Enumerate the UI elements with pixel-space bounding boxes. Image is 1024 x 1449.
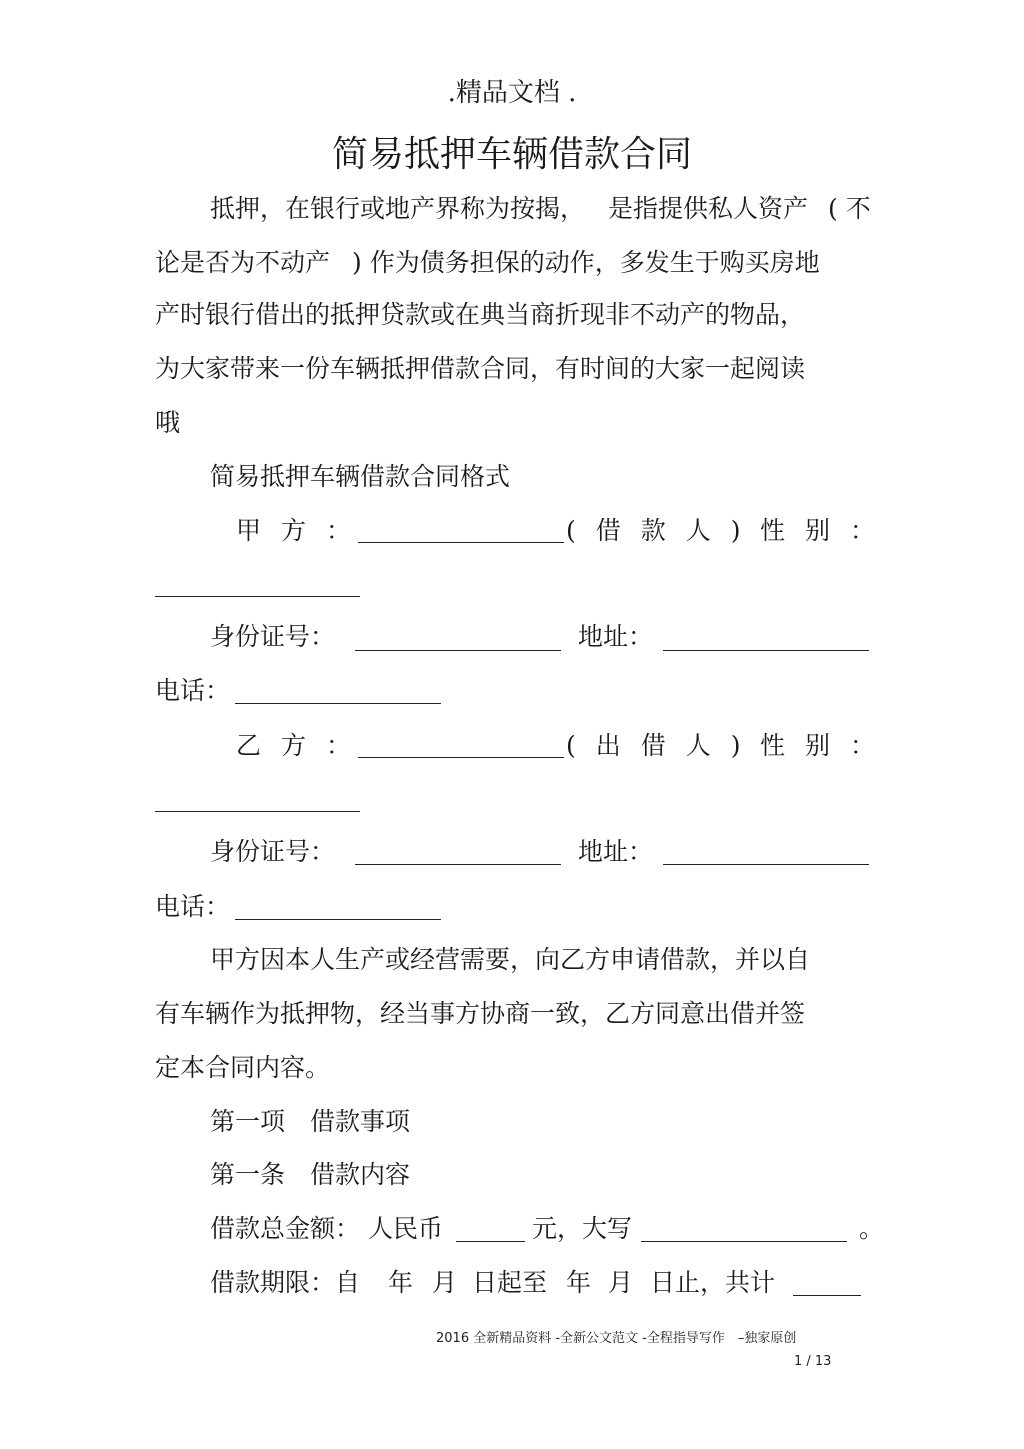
loan-term-year-1: 年	[388, 1268, 414, 1297]
loan-amount-yuan: 元，大写	[532, 1214, 633, 1243]
party-b-id-blank[interactable]	[355, 864, 561, 865]
loan-term-total-blank[interactable]	[793, 1295, 861, 1296]
party-b-id-label: 身份证号：	[210, 837, 336, 866]
loan-term-year-2: 年	[566, 1268, 592, 1297]
loan-term-label: 借款期限：自	[210, 1268, 361, 1297]
loan-amount-rmb: 人民币	[368, 1214, 444, 1243]
party-b-gender-label: 性别：	[760, 731, 896, 760]
party-a-gender-blank[interactable]	[155, 596, 360, 597]
intro-line-4: 为大家带来一份车辆抵押借款合同，有时间的大家一起阅读	[155, 354, 806, 383]
party-a-id-blank[interactable]	[355, 650, 561, 651]
document-title: 简易抵押车辆借款合同	[331, 134, 692, 175]
intro-line-2b: ) 作为债务担保的动作，多发生于购买房地	[352, 248, 820, 277]
intro-line-5: 哦	[155, 408, 181, 437]
party-b-label: 乙方：	[236, 731, 372, 760]
loan-term-month-1: 月	[432, 1268, 458, 1297]
body-line-2: 有车辆作为抵押物，经当事方协商一致，乙方同意出借并签	[155, 999, 806, 1028]
intro-line-1a: 抵押，在银行或地产界称为按揭，	[210, 194, 586, 223]
body-line-1: 甲方因本人生产或经营需要，向乙方申请借款，并以自	[210, 945, 811, 974]
party-b-phone-label: 电话：	[155, 892, 231, 921]
loan-amount-label: 借款总金额：	[210, 1214, 361, 1243]
party-a-id-label: 身份证号：	[210, 622, 336, 651]
intro-line-1b: 是指提供私人资产	[608, 194, 809, 223]
page-header: .精品文档 .	[447, 78, 577, 108]
party-a-label: 甲方：	[236, 516, 372, 545]
loan-term-month-2: 月	[608, 1268, 634, 1297]
party-b-address-label: 地址：	[578, 837, 654, 866]
page-number: 1 / 13	[794, 1354, 832, 1369]
loan-term-day-2: 日止，共计	[650, 1268, 776, 1297]
party-a-role: (借款人)	[566, 516, 761, 545]
page-footer-text: 2016 全新精品资料 -全新公文范文 -全程指导写作 –独家原创	[436, 1331, 797, 1346]
loan-amount-blank[interactable]	[456, 1241, 525, 1242]
party-a-name-blank[interactable]	[358, 542, 564, 543]
party-a-address-label: 地址：	[578, 622, 654, 651]
loan-term-day-1: 日起至	[472, 1268, 548, 1297]
intro-line-2a: 论是否为不动产	[155, 248, 331, 277]
party-b-gender-blank[interactable]	[155, 811, 360, 812]
format-heading: 简易抵押车辆借款合同格式	[210, 462, 511, 491]
party-b-phone-blank[interactable]	[235, 919, 441, 920]
section-item-heading: 第一项 借款事项	[210, 1107, 411, 1136]
loan-amount-period: 。	[834, 1214, 885, 1243]
party-b-role: (出借人)	[566, 731, 761, 760]
party-a-address-blank[interactable]	[663, 650, 869, 651]
loan-amount-words-blank[interactable]	[641, 1241, 847, 1242]
party-b-name-blank[interactable]	[358, 757, 564, 758]
intro-line-1c: ( 不	[828, 194, 871, 223]
section-article-heading: 第一条 借款内容	[210, 1160, 411, 1189]
body-line-3: 定本合同内容。	[155, 1053, 331, 1082]
party-a-gender-label: 性别：	[760, 516, 896, 545]
party-b-address-blank[interactable]	[663, 864, 869, 865]
intro-line-3: 产时银行借出的抵押贷款或在典当商折现非不动产的物品，	[155, 300, 806, 329]
party-a-phone-label: 电话：	[155, 676, 231, 705]
party-a-phone-blank[interactable]	[235, 703, 441, 704]
